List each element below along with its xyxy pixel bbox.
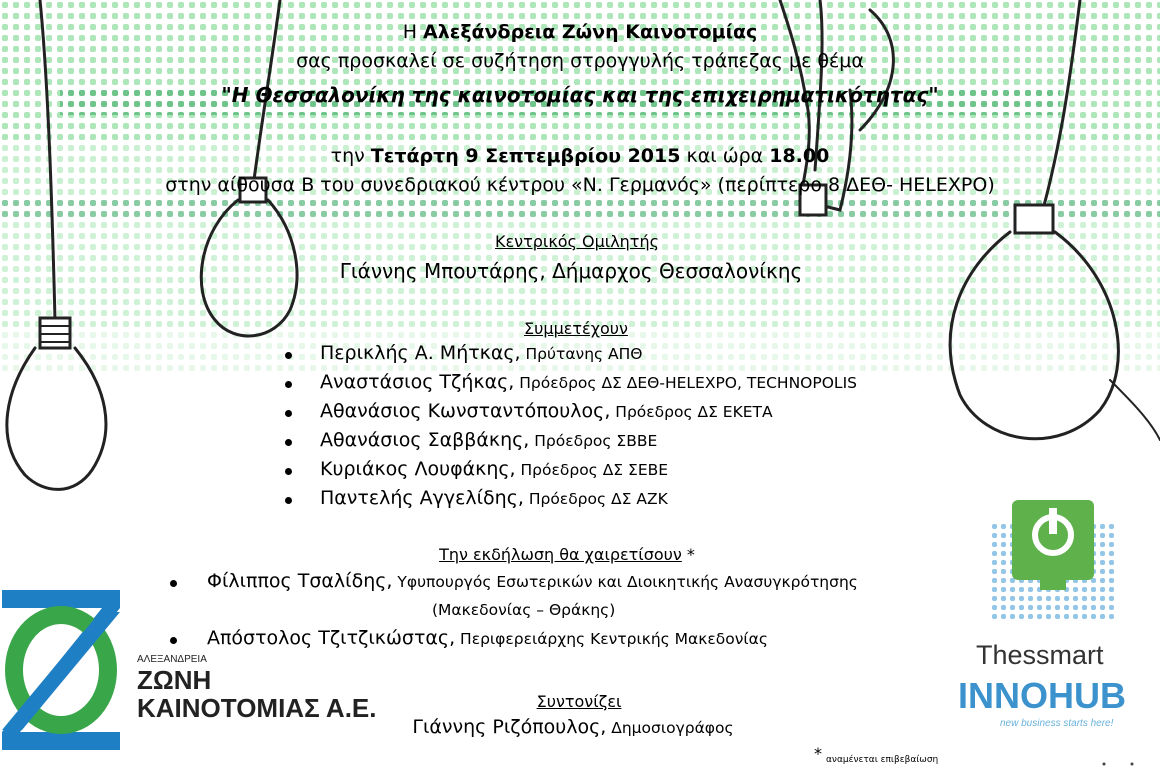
greeting-role: Υφυπουργός Εσωτερικών και Διοικητικής Ανασυγκρότησης — [392, 573, 858, 591]
organizer-name: Αλεξάνδρεια Ζώνη Καινοτομίας — [423, 21, 758, 43]
participant-name: Αθανάσιος Σαββάκης, — [320, 429, 530, 451]
event-date-line — [0, 145, 1160, 167]
moderator-role: Δημοσιογράφος — [606, 719, 734, 737]
bullet — [285, 497, 292, 504]
participant-name: Περικλής Α. Μήτκας, — [320, 342, 521, 364]
participant-role: Πρόεδρος ΔΣ ΣΕΒΕ — [515, 461, 669, 479]
event-title: "Η Θεσσαλονίκη της καινοτομίας και της επιχειρηματικότητας" — [221, 83, 939, 107]
participant-role: Πρόεδρος ΣΒΒΕ — [529, 432, 658, 450]
greetings-heading: Την εκδήλωση θα χαιρετίσουν — [439, 545, 682, 564]
innohub-brand: Thessmart — [976, 640, 1104, 670]
keynote-heading: Κεντρικός Ομιλητής — [495, 232, 659, 251]
participant-item — [320, 429, 657, 451]
greeting-name: Απόστολος Τζιτζικώστας, — [207, 627, 456, 649]
participant-item — [320, 371, 857, 393]
footnote-text: αναμένεται επιβεβαίωση — [826, 755, 939, 765]
invite-line-2: σας προσκαλεί σε συζήτηση στρογγυλής τράπεζας με θέμα — [296, 50, 864, 72]
event-time: 18.00 — [769, 145, 830, 167]
keynote-speaker: Γιάννης Μπουτάρης, Δήμαρχος Θεσσαλονίκης — [339, 259, 803, 283]
participant-role: Πρόεδρος ΔΣ ΑΖΚ — [523, 490, 668, 508]
innohub-wordmark: INNOHUB — [958, 675, 1126, 716]
invite-line-1 — [0, 21, 1160, 43]
greeting-item — [207, 570, 858, 592]
moderator-heading: Συντονίζει — [536, 692, 622, 711]
participant-name: Αθανάσιος Κωνσταντόπουλος, — [320, 400, 611, 422]
bullet — [170, 580, 177, 587]
bullet — [285, 439, 292, 446]
event-venue: στην αίθουσα Β του συνεδριακού κέντρου «Ν. Γερμανός» (περίπτερο 8 ΔΕΘ- HELEXPO) — [165, 174, 995, 196]
participant-name: Κυριάκος Λουφάκης, — [320, 458, 516, 480]
participant-role: Πρύτανης ΑΠΘ — [520, 345, 643, 363]
participant-item — [320, 400, 773, 422]
participant-name: Παντελής Αγγελίδης, — [320, 487, 524, 509]
greeting-item — [207, 627, 768, 649]
bullet — [285, 352, 292, 359]
greeting-name: Φίλιππος Τσαλίδης, — [207, 570, 393, 592]
participant-role: Πρόεδρος ΔΣ ΕΚΕΤΑ — [610, 403, 773, 421]
date-mid: και ώρα — [680, 145, 770, 167]
bullet — [285, 381, 292, 388]
bullet — [170, 637, 177, 644]
azk-logo-line1: ΖΩΝΗ — [137, 665, 212, 695]
event-date: Τετάρτη 9 Σεπτεμβρίου 2015 — [370, 145, 681, 167]
azk-logo-small: ΑΛΕΞΑΝΔΡΕΙΑ — [137, 654, 207, 665]
innohub-slogan: new business starts here! — [1000, 718, 1114, 729]
participant-name: Αναστάσιος Τζήκας, — [320, 371, 515, 393]
participant-item — [320, 458, 668, 480]
greeting-role: Περιφερειάρχης Κεντρικής Μακεδονίας — [455, 630, 768, 648]
participant-role: Πρόεδρος ΔΣ ΔΕΘ-HELEXPO, TECHNOPOLIS — [514, 374, 857, 392]
footer-dots — [1103, 763, 1134, 766]
bullet — [285, 410, 292, 417]
participant-item — [320, 487, 668, 509]
greetings-heading-line — [0, 545, 1147, 564]
greetings-asterisk: * — [681, 545, 695, 564]
participant-item — [320, 342, 643, 364]
bullet — [285, 468, 292, 475]
greeting-role-continued: (Μακεδονίας – Θράκης) — [432, 601, 616, 619]
invite-line-1-prefix: Η — [402, 21, 424, 43]
azk-logo-line2: ΚΑΙΝΟΤΟΜΙΑΣ Α.Ε. — [137, 693, 377, 723]
footnote-star: * — [814, 744, 822, 763]
moderator-name: Γιάννης Ριζόπουλος, — [412, 716, 607, 738]
date-prefix: την — [330, 145, 371, 167]
participants-heading: Συμμετέχουν — [524, 319, 628, 338]
